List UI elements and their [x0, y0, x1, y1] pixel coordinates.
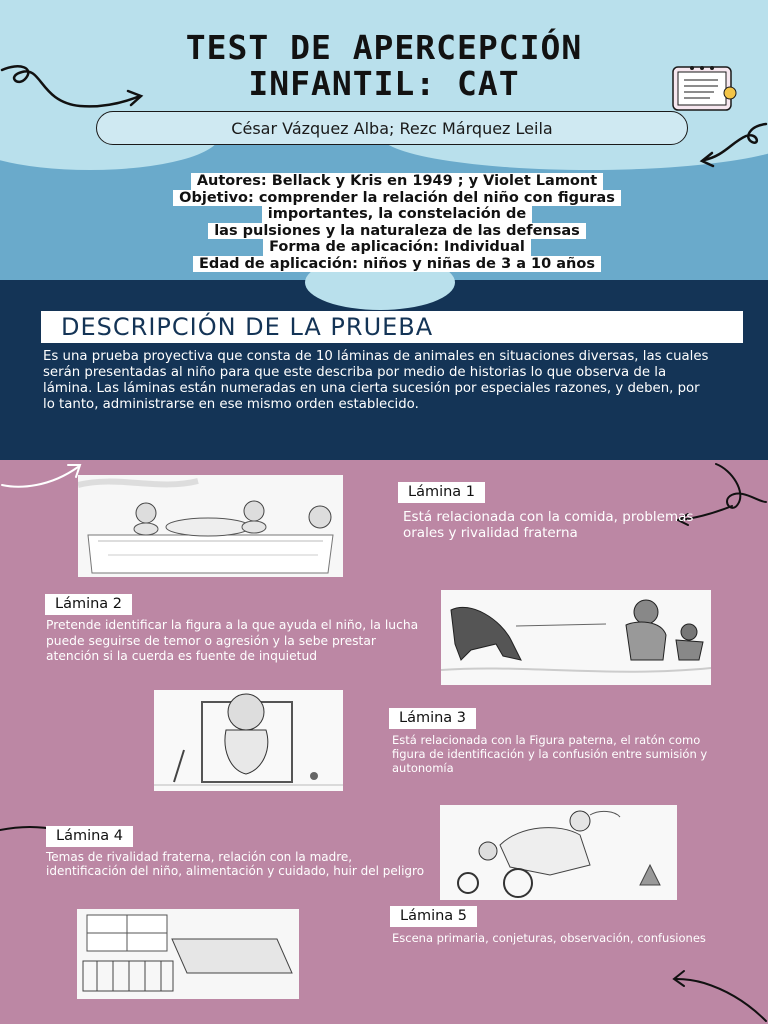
lamina-5-label: Lámina 5: [390, 906, 477, 927]
description-heading-box: [41, 311, 743, 343]
lamina-4-label: Lámina 4: [46, 826, 133, 847]
lamina-2-label: Lámina 2: [45, 594, 132, 615]
lamina-1-text: Está relacionada con la comida, problemas orales y rivalidad fraterna: [403, 509, 694, 541]
lamina-3-text: Está relacionada con la Figura paterna, el ratón como figura de identificación y la confusión entre sumisión y autonomía: [392, 733, 708, 775]
lamina-3-image: [154, 690, 343, 791]
lamina-5-text: Escena primaria, conjeturas, observación, confusiones: [392, 931, 706, 945]
lamina-1-image: [78, 475, 343, 577]
curly-arrow-icon: [694, 120, 768, 168]
info-block: [60, 170, 734, 272]
description-title: DESCRIPCIÓN DE LA PRUEBA: [61, 313, 434, 341]
lamina-2-text: Pretende identificar la figura a la que ayuda el niño, la lucha puede seguirse de temor o agresión y la sebe prestar atención si la cuerda es fuente de inquietud: [46, 618, 419, 663]
curly-arrow-icon: [0, 455, 90, 495]
title-line-1: TEST DE APERCEPCIÓN: [185, 28, 583, 67]
info-line-objective-2: importantes, la constelación de: [262, 206, 533, 223]
curly-arrow-icon: [670, 965, 768, 1024]
lamina-1-label: Lámina 1: [398, 482, 485, 503]
info-line-objective-3: las pulsiones y la naturaleza de las defensas: [208, 223, 586, 240]
authors-text: César Vázquez Alba; Rezc Márquez Leila: [231, 118, 553, 138]
lamina-4-text: Temas de rivalidad fraterna, relación con la madre, identificación del niño, alimentación y cuidado, huir del peligro: [46, 850, 425, 878]
curly-arrow-icon: [0, 58, 150, 118]
lamina-5-image: [77, 909, 299, 999]
authors-pill: [96, 111, 688, 145]
info-line-form: Forma de aplicación: Individual: [263, 239, 531, 256]
info-line-authors: Autores: Bellack y Kris en 1949 ; y Violet Lamont: [191, 173, 603, 190]
description-text: Es una prueba proyectiva que consta de 10 láminas de animales en situaciones diversas, las cuales serán presentadas al niño para que este describa por medio de historias lo que observa de la lámina. Las láminas están numeradas en una cierta sucesión por especiales razones, y deben, por lo tanto, administrarse en ese mismo orden establecido.: [43, 349, 709, 412]
info-line-age: Edad de aplicación: niños y niñas de 3 a 10 años: [193, 256, 601, 273]
info-line-objective: Objetivo: comprender la relación del niño con figuras: [173, 190, 621, 207]
lamina-2-image: [441, 590, 711, 685]
lamina-4-image: [440, 805, 677, 900]
page-title: [60, 30, 708, 102]
lamina-3-label: Lámina 3: [389, 708, 476, 729]
title-line-2: INFANTIL: CAT: [248, 64, 520, 103]
clipboard-icon: [670, 64, 740, 114]
